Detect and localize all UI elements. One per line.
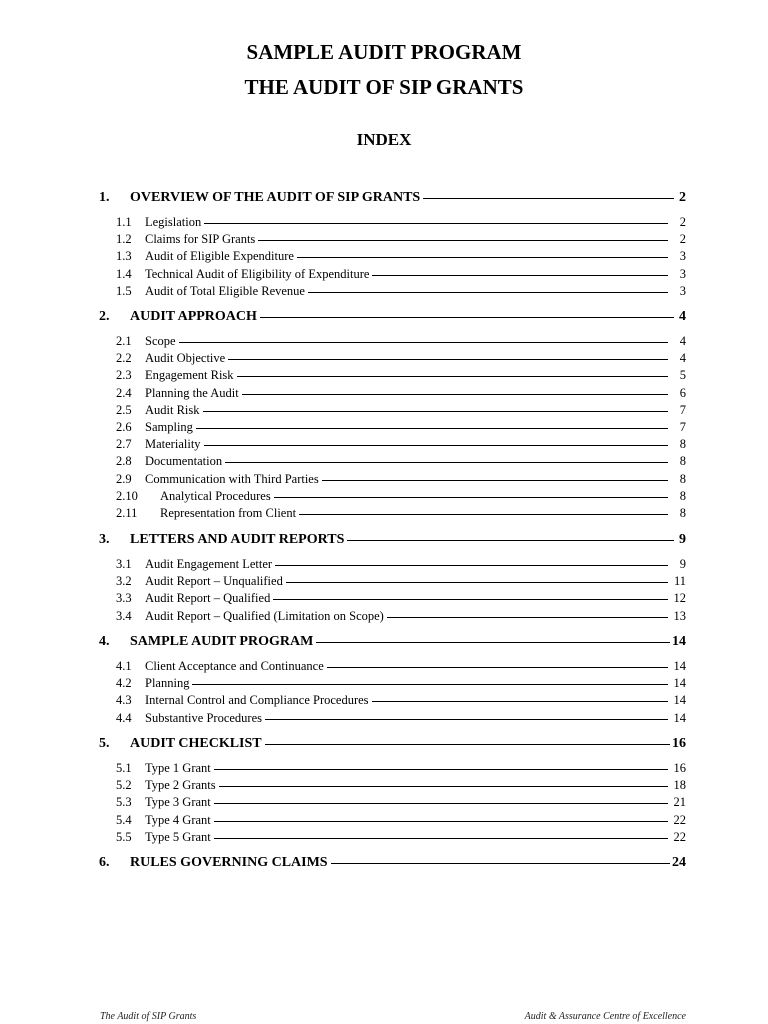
toc-section-title: OVERVIEW OF THE AUDIT OF SIP GRANTS <box>130 190 421 205</box>
toc-leader-line <box>308 292 668 293</box>
toc-entry-4-3[interactable] <box>116 693 686 709</box>
toc-entry-title: Sampling <box>145 420 193 434</box>
toc-section-title: AUDIT CHECKLIST <box>130 736 262 751</box>
toc-entry-page: 4 <box>679 334 686 348</box>
document-title-line1: SAMPLE AUDIT PROGRAM <box>246 40 522 64</box>
toc-entry-page: 3 <box>679 284 686 298</box>
toc-leader-line <box>372 275 668 276</box>
toc-entry-title: Materiality <box>145 437 201 451</box>
toc-entry-4-1[interactable] <box>116 659 686 675</box>
toc-entry-number: 2.7 <box>116 437 132 451</box>
toc-entry-title: Planning the Audit <box>145 386 239 400</box>
toc-entry-number: 3.3 <box>116 591 132 605</box>
toc-section-page: 14 <box>672 634 686 649</box>
toc-entry-title: Substantive Procedures <box>145 711 262 725</box>
toc-entry-title: Engagement Risk <box>145 368 234 382</box>
toc-leader-line <box>214 769 668 770</box>
toc-section-2[interactable] <box>99 309 686 327</box>
toc-leader-line <box>260 317 674 318</box>
toc-entry-number: 5.5 <box>116 830 132 844</box>
footer-left: The Audit of SIP Grants <box>100 1011 197 1022</box>
toc-entry-title: Type 1 Grant <box>145 761 211 775</box>
toc-entry-2-1[interactable] <box>116 334 686 350</box>
toc-entry-page: 6 <box>679 386 686 400</box>
toc-entry-title: Audit of Eligible Expenditure <box>145 249 294 263</box>
toc-entry-title: Planning <box>145 676 190 690</box>
toc-entry-2-6[interactable] <box>116 420 686 436</box>
toc-entry-number: 1.4 <box>116 267 132 281</box>
toc-section-page: 24 <box>672 855 686 870</box>
toc-section-number: 5. <box>99 736 110 751</box>
toc-entry-title: Client Acceptance and Continuance <box>145 659 324 673</box>
toc-entry-1-5[interactable] <box>116 284 686 300</box>
toc-entry-3-2[interactable] <box>116 574 686 590</box>
toc-entry-2-8[interactable] <box>116 454 686 470</box>
toc-entry-page: 5 <box>679 368 686 382</box>
toc-leader-line <box>286 582 668 583</box>
toc-leader-line <box>204 223 668 224</box>
toc-section-3[interactable] <box>99 532 686 550</box>
toc-entry-2-9[interactable] <box>116 472 686 488</box>
toc-leader-line <box>327 667 668 668</box>
toc-entry-number: 3.1 <box>116 557 132 571</box>
toc-entry-number: 1.1 <box>116 215 132 229</box>
toc-entry-title: Documentation <box>145 454 223 468</box>
toc-entry-number: 3.2 <box>116 574 132 588</box>
index-heading: INDEX <box>356 130 412 149</box>
toc-leader-line <box>299 514 668 515</box>
toc-section-5[interactable] <box>99 736 686 754</box>
toc-entry-3-3[interactable] <box>116 591 686 607</box>
toc-entry-number: 3.4 <box>116 609 132 623</box>
toc-entry-1-2[interactable] <box>116 232 686 248</box>
toc-entry-number: 4.1 <box>116 659 132 673</box>
toc-entry-number: 5.4 <box>116 813 132 827</box>
toc-entry-page: 13 <box>673 609 686 623</box>
toc-entry-page: 14 <box>673 659 686 673</box>
toc-entry-2-3[interactable] <box>116 368 686 384</box>
toc-leader-line <box>265 719 668 720</box>
toc-leader-line <box>297 257 668 258</box>
toc-entry-number: 1.3 <box>116 249 132 263</box>
toc-leader-line <box>372 701 668 702</box>
toc-entry-number: 5.3 <box>116 795 132 809</box>
toc-section-title: LETTERS AND AUDIT REPORTS <box>130 532 345 547</box>
toc-leader-line <box>331 863 670 864</box>
toc-entry-page: 7 <box>679 420 686 434</box>
toc-entry-title: Type 3 Grant <box>145 795 211 809</box>
document-title-line2: THE AUDIT OF SIP GRANTS <box>244 75 524 99</box>
toc-entry-page: 16 <box>673 761 686 775</box>
toc-entry-page: 4 <box>679 351 686 365</box>
toc-entry-title: Audit Objective <box>145 351 226 365</box>
toc-entry-page: 2 <box>679 215 686 229</box>
toc-section-page: 16 <box>672 736 686 751</box>
toc-entry-title: Technical Audit of Eligibility of Expenditure <box>145 267 370 281</box>
toc-entry-title: Internal Control and Compliance Procedures <box>145 693 369 707</box>
toc-entry-title: Audit Report – Qualified <box>145 591 271 605</box>
toc-entry-page: 12 <box>673 591 686 605</box>
toc-entry-number: 5.1 <box>116 761 132 775</box>
toc-leader-line <box>274 497 668 498</box>
toc-entry-2-2[interactable] <box>116 351 686 367</box>
toc-leader-line <box>204 445 668 446</box>
toc-section-page: 2 <box>679 190 686 205</box>
toc-section-number: 2. <box>99 309 110 324</box>
toc-entry-4-2[interactable] <box>116 676 686 692</box>
toc-entry-page: 14 <box>673 711 686 725</box>
toc-entry-page: 21 <box>673 795 686 809</box>
toc-entry-number: 2.4 <box>116 386 132 400</box>
toc-entry-title: Audit Report – Unqualified <box>145 574 283 588</box>
toc-section-1[interactable] <box>99 190 686 208</box>
toc-entry-number: 4.3 <box>116 693 132 707</box>
toc-entry-1-4[interactable] <box>116 267 686 283</box>
toc-section-number: 3. <box>99 532 110 547</box>
toc-entry-title: Audit of Total Eligible Revenue <box>145 284 305 298</box>
toc-leader-line <box>225 462 668 463</box>
toc-section-title: AUDIT APPROACH <box>130 309 257 324</box>
toc-entry-title: Communication with Third Parties <box>145 472 319 486</box>
toc-section-4[interactable] <box>99 634 686 652</box>
toc-entry-5-1[interactable] <box>116 761 686 777</box>
toc-section-page: 4 <box>679 309 686 324</box>
toc-leader-line <box>387 617 668 618</box>
toc-entry-number: 4.4 <box>116 711 132 725</box>
toc-leader-line <box>228 359 668 360</box>
toc-entry-5-5[interactable] <box>116 830 686 846</box>
toc-entry-number: 2.8 <box>116 454 132 468</box>
toc-entry-title: Audit Risk <box>145 403 200 417</box>
toc-entry-2-4[interactable] <box>116 386 686 402</box>
toc-entry-title: Analytical Procedures <box>160 489 271 503</box>
toc-entry-number: 5.2 <box>116 778 132 792</box>
toc-section-number: 1. <box>99 190 110 205</box>
toc-entry-title: Representation from Client <box>160 506 297 520</box>
toc-entry-number: 2.2 <box>116 351 132 365</box>
toc-entry-title: Scope <box>145 334 176 348</box>
toc-entry-5-4[interactable] <box>116 813 686 829</box>
toc-leader-line <box>423 198 674 199</box>
toc-leader-line <box>275 565 668 566</box>
toc-section-page: 9 <box>679 532 686 547</box>
toc-entry-1-3[interactable] <box>116 249 686 265</box>
toc-section-title: SAMPLE AUDIT PROGRAM <box>130 634 314 649</box>
toc-leader-line <box>214 838 668 839</box>
toc-entry-page: 22 <box>673 830 686 844</box>
footer-right: Audit & Assurance Centre of Excellence <box>524 1011 686 1022</box>
toc-entry-title: Type 5 Grant <box>145 830 211 844</box>
toc-entry-page: 8 <box>679 506 686 520</box>
toc-entry-number: 1.2 <box>116 232 132 246</box>
toc-entry-number: 2.6 <box>116 420 132 434</box>
toc-leader-line <box>214 803 668 804</box>
toc-entry-page: 14 <box>673 676 686 690</box>
toc-leader-line <box>192 684 668 685</box>
toc-entry-title: Claims for SIP Grants <box>145 232 256 246</box>
toc-entry-1-1[interactable] <box>116 215 686 231</box>
toc-entry-number: 1.5 <box>116 284 132 298</box>
toc-entry-number: 2.11 <box>116 506 138 520</box>
toc-leader-line <box>273 599 668 600</box>
toc-entry-page: 18 <box>673 778 686 792</box>
toc-entry-page: 14 <box>673 693 686 707</box>
toc-entry-2-5[interactable] <box>116 403 686 419</box>
toc-section-number: 6. <box>99 855 110 870</box>
toc-entry-4-4[interactable] <box>116 711 686 727</box>
toc-entry-title: Type 4 Grant <box>145 813 211 827</box>
toc-entry-page: 3 <box>679 249 686 263</box>
toc-entry-number: 4.2 <box>116 676 132 690</box>
toc-section-title: RULES GOVERNING CLAIMS <box>130 855 328 870</box>
toc-section-6[interactable] <box>99 855 686 873</box>
toc-entry-title: Audit Report – Qualified (Limitation on Scope) <box>145 609 384 623</box>
toc-entry-number: 2.9 <box>116 472 132 486</box>
toc-leader-line <box>214 821 668 822</box>
toc-entry-page: 9 <box>679 557 686 571</box>
toc-entry-page: 8 <box>679 437 686 451</box>
toc-entry-page: 8 <box>679 489 686 503</box>
toc-entry-page: 3 <box>679 267 686 281</box>
toc-leader-line <box>347 540 674 541</box>
toc-entry-page: 8 <box>679 472 686 486</box>
toc-leader-line <box>265 744 670 745</box>
toc-entry-page: 22 <box>673 813 686 827</box>
toc-entry-title: Audit Engagement Letter <box>145 557 273 571</box>
toc-entry-3-4[interactable] <box>116 609 686 625</box>
toc-entry-5-2[interactable] <box>116 778 686 794</box>
toc-entry-number: 2.5 <box>116 403 132 417</box>
toc-leader-line <box>316 642 670 643</box>
toc-leader-line <box>219 786 668 787</box>
toc-entry-title: Legislation <box>145 215 202 229</box>
toc-entry-page: 2 <box>679 232 686 246</box>
toc-entry-title: Type 2 Grants <box>145 778 216 792</box>
toc-leader-line <box>258 240 668 241</box>
toc-entry-3-1[interactable] <box>116 557 686 573</box>
toc-entry-page: 11 <box>673 574 686 588</box>
toc-entry-2-11[interactable] <box>116 506 686 522</box>
toc-entry-5-3[interactable] <box>116 795 686 811</box>
toc-leader-line <box>237 376 668 377</box>
toc-entry-2-7[interactable] <box>116 437 686 453</box>
toc-leader-line <box>203 411 668 412</box>
toc-entry-number: 2.10 <box>116 489 138 503</box>
toc-section-number: 4. <box>99 634 110 649</box>
toc-entry-2-10[interactable] <box>116 489 686 505</box>
toc-leader-line <box>179 342 668 343</box>
toc-entry-page: 8 <box>679 454 686 468</box>
toc-leader-line <box>242 394 668 395</box>
toc-leader-line <box>322 480 668 481</box>
toc-entry-number: 2.3 <box>116 368 132 382</box>
toc-leader-line <box>196 428 668 429</box>
toc-entry-page: 7 <box>679 403 686 417</box>
toc-entry-number: 2.1 <box>116 334 132 348</box>
